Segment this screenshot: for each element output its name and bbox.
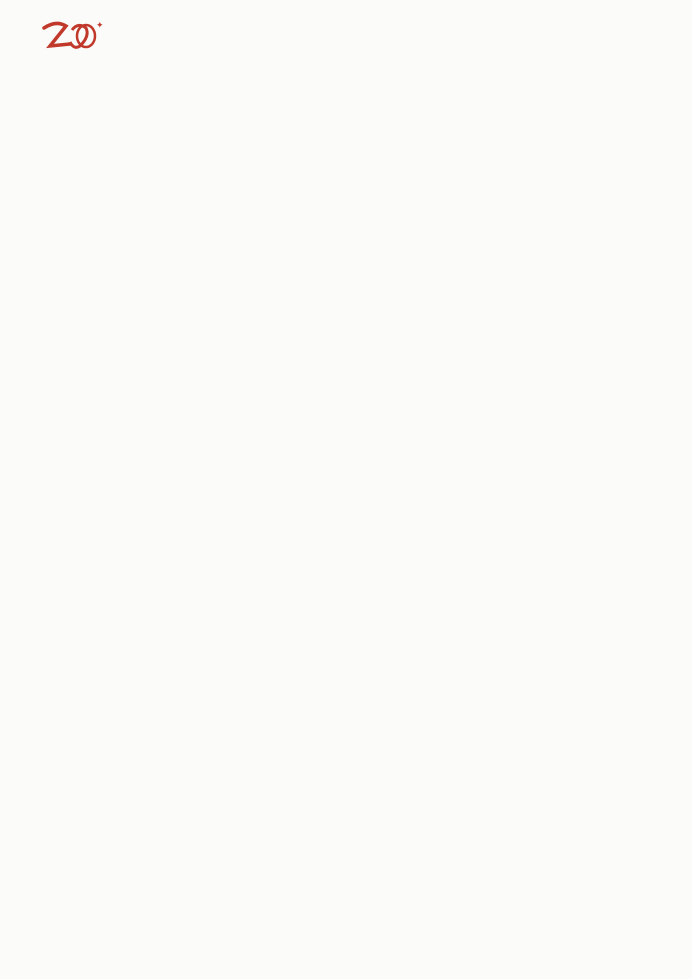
z20-logo — [30, 18, 120, 70]
z20-logo-icon — [36, 18, 106, 58]
svg-text:✦: ✦ — [96, 21, 104, 31]
